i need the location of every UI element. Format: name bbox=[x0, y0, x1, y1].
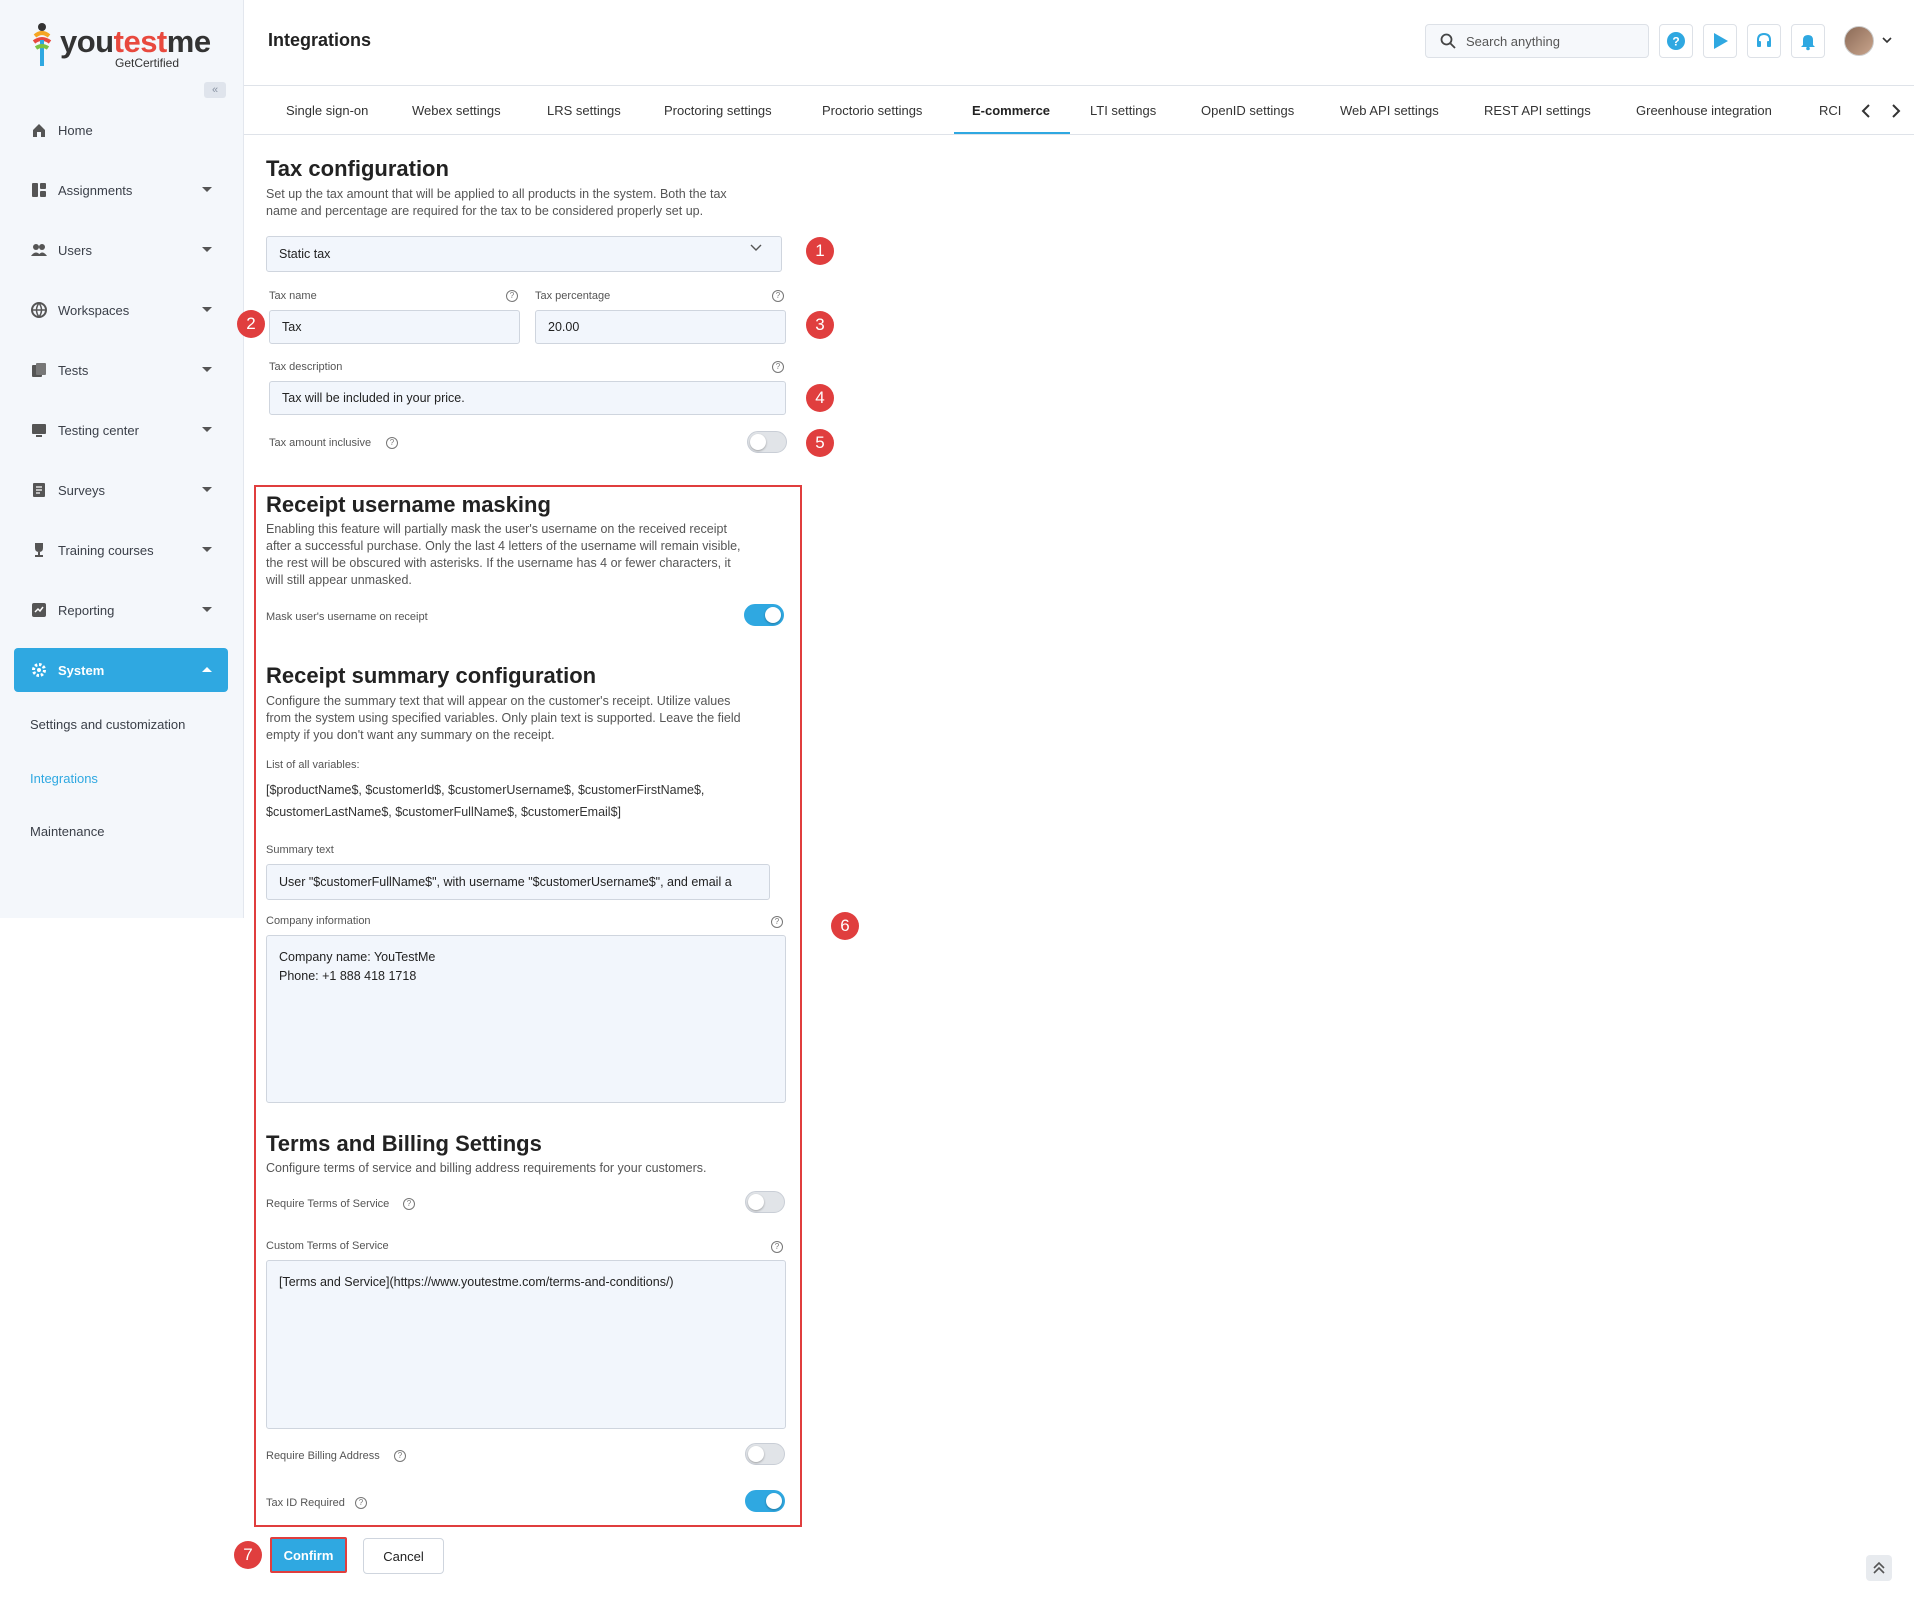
play-button[interactable] bbox=[1703, 24, 1737, 58]
tax-name-value: Tax bbox=[282, 320, 302, 334]
help-icon[interactable]: ? bbox=[771, 1241, 783, 1253]
mask-username-toggle[interactable] bbox=[744, 604, 784, 626]
chevron-down-icon bbox=[202, 307, 212, 312]
users-icon bbox=[30, 241, 48, 259]
sidebar-item-home[interactable] bbox=[14, 108, 228, 152]
description-line: name and percentage are required for the tax to be considered properly set up. bbox=[266, 204, 704, 218]
help-icon bbox=[1666, 31, 1686, 51]
logo-mark-icon bbox=[30, 22, 54, 68]
sidebar-item-label: Reporting bbox=[58, 602, 115, 618]
help-icon[interactable]: ? bbox=[394, 1450, 406, 1462]
chevron-down-icon bbox=[202, 487, 212, 492]
chevron-up-icon bbox=[202, 667, 212, 672]
sidebar-item-testing-center[interactable] bbox=[14, 408, 228, 452]
tax-description-value: Tax will be included in your price. bbox=[282, 391, 465, 405]
reporting-icon bbox=[30, 601, 48, 619]
terms-description: Configure terms of service and billing address requirements for your customers. bbox=[266, 1161, 707, 1175]
help-icon[interactable]: ? bbox=[772, 361, 784, 373]
tax-description-input[interactable] bbox=[269, 381, 786, 415]
page-title: Integrations bbox=[268, 30, 372, 50]
tabs-bar bbox=[244, 87, 1914, 135]
marker-4: 4 bbox=[806, 384, 834, 412]
chevron-down-icon bbox=[202, 367, 212, 372]
cancel-button[interactable]: Cancel bbox=[363, 1538, 444, 1574]
require-tos-toggle[interactable] bbox=[745, 1191, 785, 1213]
sidebar-item-label: System bbox=[58, 662, 105, 678]
sidebar-item-surveys[interactable] bbox=[14, 468, 228, 512]
tab-proctoring-settings[interactable]: Proctoring settings bbox=[664, 103, 772, 118]
sidebar-item-workspaces[interactable] bbox=[14, 288, 228, 332]
tax-percentage-input[interactable] bbox=[535, 310, 786, 344]
tab-e-commerce[interactable]: E-commerce bbox=[972, 103, 1051, 118]
sidebar-item-system[interactable] bbox=[14, 648, 228, 692]
summary-description bbox=[266, 693, 741, 744]
tax-type-value: Static tax bbox=[279, 247, 331, 261]
sidebar-item-label: Training courses bbox=[58, 542, 154, 558]
tax-inclusive-toggle[interactable] bbox=[747, 431, 787, 453]
description-line: from the system using specified variables. Only plain text is supported. Leave the field bbox=[266, 711, 741, 725]
company-info-label: Company information bbox=[266, 915, 371, 927]
tax-section-description bbox=[266, 186, 727, 220]
variables-line: [$productName$, $customerId$, $customerUsername$, $customerFirstName$, bbox=[266, 783, 705, 797]
variables-line: $customerLastName$, $customerFullName$, $customerEmail$] bbox=[266, 805, 621, 819]
description-line: after a successful purchase. Only the last 4 letters of the username will remain visible, bbox=[266, 539, 741, 553]
tabs-scroll-left-icon[interactable] bbox=[1860, 103, 1872, 119]
globe-icon bbox=[30, 301, 48, 319]
custom-tos-label: Custom Terms of Service bbox=[266, 1240, 389, 1252]
support-button[interactable] bbox=[1747, 24, 1781, 58]
logo-text: youtestme bbox=[60, 24, 211, 59]
svg-text:?: ? bbox=[1672, 34, 1680, 49]
chevron-down-icon bbox=[1882, 36, 1892, 44]
sidebar-item-reporting[interactable] bbox=[14, 588, 228, 632]
scroll-to-top-button[interactable] bbox=[1866, 1555, 1892, 1581]
description-line: Set up the tax amount that will be applied to all products in the system. Both the tax bbox=[266, 187, 727, 201]
gear-icon bbox=[30, 661, 48, 679]
marker-3: 3 bbox=[806, 311, 834, 339]
tax-type-select[interactable] bbox=[266, 236, 782, 272]
home-icon bbox=[30, 121, 48, 139]
tab-single-sign-on[interactable]: Single sign-on bbox=[286, 103, 369, 118]
tab-proctorio-settings[interactable]: Proctorio settings bbox=[822, 103, 923, 118]
require-billing-toggle[interactable] bbox=[745, 1443, 785, 1465]
chevron-down-icon bbox=[750, 244, 762, 252]
variables-list bbox=[266, 779, 704, 823]
marker-1: 1 bbox=[806, 237, 834, 265]
masking-description bbox=[266, 521, 741, 589]
sidebar-item-label: Home bbox=[58, 122, 93, 138]
summary-section-title: Receipt summary configuration bbox=[266, 663, 597, 688]
description-line: the rest will be obscured with asterisks. If the username has 4 or fewer characters, it bbox=[266, 556, 731, 570]
tab-rci[interactable]: RCI bbox=[1819, 103, 1841, 118]
collapse-sidebar-button[interactable]: « bbox=[204, 82, 226, 98]
sidebar-item-training-courses[interactable] bbox=[14, 528, 228, 572]
help-button[interactable] bbox=[1659, 24, 1693, 58]
help-icon[interactable]: ? bbox=[386, 437, 398, 449]
sidebar-item-users[interactable] bbox=[14, 228, 228, 272]
tests-icon bbox=[30, 361, 48, 379]
tab-lti-settings[interactable]: LTI settings bbox=[1090, 103, 1157, 118]
chevron-down-icon bbox=[202, 547, 212, 552]
sidebar-subitem-maintenance[interactable]: Maintenance bbox=[30, 824, 105, 839]
sidebar-subitem-integrations[interactable]: Integrations bbox=[30, 771, 98, 786]
mask-username-label: Mask user's username on receipt bbox=[266, 611, 428, 623]
notifications-button[interactable] bbox=[1791, 24, 1825, 58]
tab-web-api-settings[interactable]: Web API settings bbox=[1340, 103, 1439, 118]
sidebar-item-assignments[interactable] bbox=[14, 168, 228, 212]
assignments-icon bbox=[30, 181, 48, 199]
chevron-down-icon bbox=[202, 607, 212, 612]
play-icon bbox=[1710, 31, 1730, 51]
tax-inclusive-label: Tax amount inclusive bbox=[269, 437, 372, 449]
surveys-icon bbox=[30, 481, 48, 499]
monitor-icon bbox=[30, 421, 48, 439]
active-tab-indicator bbox=[954, 132, 1070, 134]
search-input[interactable] bbox=[1425, 24, 1649, 58]
tax-description-label: Tax description bbox=[269, 361, 343, 373]
chevron-down-icon bbox=[202, 427, 212, 432]
marker-7: 7 bbox=[234, 1541, 262, 1569]
confirm-button[interactable]: Confirm bbox=[270, 1537, 347, 1573]
summary-text-input[interactable] bbox=[266, 864, 770, 900]
require-billing-label: Require Billing Address bbox=[266, 1450, 380, 1462]
marker-2: 2 bbox=[237, 310, 265, 338]
require-tos-label: Require Terms of Service bbox=[266, 1198, 390, 1210]
summary-text-value: User "$customerFullName$", with username "$customerUsername$", and email a bbox=[279, 875, 732, 889]
variables-label: List of all variables: bbox=[266, 759, 360, 771]
tab-webex-settings[interactable]: Webex settings bbox=[412, 103, 501, 118]
sidebar-item-label: Surveys bbox=[58, 482, 105, 498]
tax-section-title: Tax configuration bbox=[266, 156, 449, 181]
sidebar-item-label: Tests bbox=[58, 362, 89, 378]
avatar[interactable] bbox=[1844, 26, 1874, 56]
trophy-icon bbox=[30, 541, 48, 559]
tax-percentage-value: 20.00 bbox=[548, 320, 580, 334]
marker-5: 5 bbox=[806, 429, 834, 457]
header bbox=[244, 0, 1914, 86]
description-line: Configure the summary text that will appear on the customer's receipt. Utilize values bbox=[266, 694, 731, 708]
help-icon[interactable]: ? bbox=[772, 290, 784, 302]
tax-name-input[interactable] bbox=[269, 310, 520, 344]
help-icon[interactable]: ? bbox=[506, 290, 518, 302]
tax-percentage-label: Tax percentage bbox=[535, 290, 611, 302]
sidebar-item-label: Users bbox=[58, 242, 92, 258]
sidebar-item-label: Workspaces bbox=[58, 302, 130, 318]
sidebar-item-label: Assignments bbox=[58, 182, 133, 198]
tax-id-label: Tax ID Required bbox=[266, 1497, 345, 1509]
search-placeholder: Search anything bbox=[1466, 33, 1560, 49]
description-line: empty if you don't want any summary on the receipt. bbox=[266, 728, 555, 742]
search-icon bbox=[1440, 33, 1456, 49]
logo-subtitle: GetCertified bbox=[115, 56, 180, 70]
terms-section-title: Terms and Billing Settings bbox=[266, 1131, 542, 1156]
custom-tos-textarea[interactable]: [Terms and Service](https://www.youtestme.com/terms-and-conditions/) bbox=[266, 1260, 786, 1429]
tabs-scroll-right-icon[interactable] bbox=[1890, 103, 1902, 119]
description-line: Enabling this feature will partially mask the user's username on the received receipt bbox=[266, 522, 727, 536]
tax-name-label: Tax name bbox=[269, 290, 317, 302]
tab-rest-api-settings[interactable]: REST API settings bbox=[1484, 103, 1591, 118]
masking-section-title: Receipt username masking bbox=[266, 492, 551, 517]
sidebar-subitem-settings[interactable]: Settings and customization bbox=[30, 717, 186, 732]
summary-text-label: Summary text bbox=[266, 844, 334, 856]
tab-openid-settings[interactable]: OpenID settings bbox=[1201, 103, 1295, 118]
headset-icon bbox=[1754, 31, 1774, 51]
bell-icon bbox=[1798, 31, 1818, 51]
tab-lrs-settings[interactable]: LRS settings bbox=[547, 103, 621, 118]
help-icon[interactable]: ? bbox=[771, 916, 783, 928]
tax-id-toggle[interactable] bbox=[745, 1490, 785, 1512]
help-icon[interactable]: ? bbox=[403, 1198, 415, 1210]
chevron-down-icon bbox=[202, 247, 212, 252]
marker-6: 6 bbox=[831, 912, 859, 940]
chevron-down-icon bbox=[202, 187, 212, 192]
sidebar-item-tests[interactable] bbox=[14, 348, 228, 392]
double-chevron-up-icon bbox=[1872, 1561, 1886, 1575]
sidebar bbox=[0, 0, 244, 918]
help-icon[interactable]: ? bbox=[355, 1497, 367, 1509]
sidebar-item-label: Testing center bbox=[58, 422, 139, 438]
company-info-textarea[interactable]: Company name: YouTestMe Phone: +1 888 418 1718 bbox=[266, 935, 786, 1103]
tab-greenhouse-integration[interactable]: Greenhouse integration bbox=[1636, 103, 1772, 118]
description-line: will still appear unmasked. bbox=[266, 573, 412, 587]
